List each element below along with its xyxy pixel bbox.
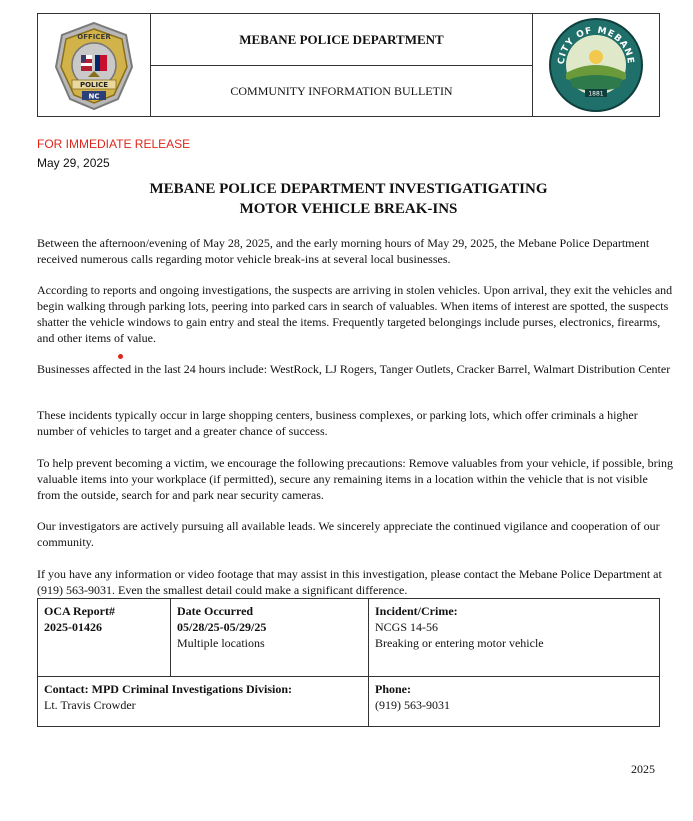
paragraph-7: If you have any information or video footage that may assist in this investigation, please contact the Mebane Police Department at (919) 563-9031. Even the smallest detail could make a significant difference. — [37, 567, 662, 597]
location-value: Multiple locations — [177, 636, 265, 650]
footer-year: 2025 — [631, 762, 655, 776]
bulletin-subtitle: COMMUNITY INFORMATION BULLETIN — [230, 83, 453, 98]
paragraph-6: Our investigators are actively pursuing all available leads. We sincerely appreciate the continued vigilance and cooperation of our community. — [37, 519, 660, 549]
date-cell — [171, 599, 369, 677]
police-badge-icon — [48, 19, 140, 111]
date-value: 05/28/25-05/29/25 — [177, 620, 267, 634]
oca-value: 2025-01426 — [44, 620, 102, 634]
release-date: May 29, 2025 — [37, 156, 110, 170]
paragraph-4: These incidents typically occur in large shopping centers, business complexes, or parking lots, which offer criminals a higher number of vehicles to target and a greater chance of success. — [37, 408, 638, 438]
incident-table — [37, 598, 660, 727]
incident-cell — [369, 599, 660, 677]
phone-label: Phone: — [375, 682, 411, 696]
department-title: MEBANE POLICE DEPARTMENT — [151, 14, 532, 66]
incident-table-row — [38, 599, 660, 677]
badge-state-text: NC — [88, 92, 100, 101]
contact-cell — [38, 677, 369, 727]
incident-code: NCGS 14-56 — [375, 620, 439, 634]
oca-cell — [38, 599, 171, 677]
contact-name: Lt. Travis Crowder — [44, 698, 136, 712]
paragraph-5: To help prevent becoming a victim, we encourage the following precautions: Remove valuables from your vehicle, if possible, bring valuable items into your workplace (if permitted), secure any remaining items in a location within the vehicle that is not visible from the outside, search for and park near security cameras. — [37, 456, 673, 502]
bulletin-header — [37, 13, 660, 117]
oca-label: OCA Report# — [44, 604, 115, 618]
incident-description: Breaking or entering motor vehicle — [375, 636, 544, 650]
paragraph-1: Between the afternoon/evening of May 28, 2025, and the early morning hours of May 29, 2025, the Mebane Police Department received numerous calls regarding motor vehicle break-ins at several local businesses. — [37, 236, 650, 266]
seal-year: 1881 — [588, 90, 604, 98]
seal-text: CITY OF MEBANE — [556, 25, 636, 65]
paragraph-3: Businesses affected in the last 24 hours include: WestRock, LJ Rogers, Tanger Outlets, Cracker Barrel, Walmart Distribution Center — [37, 362, 671, 376]
headline-line-2: MOTOR VEHICLE BREAK-INS — [239, 201, 458, 217]
paragraph-2: According to reports and ongoing investigations, the suspects are arriving in stolen vehicles. Upon arrival, they exit the vehicles and begin walking through parking lots, peering into parked cars in search of valuables. When items of interest are spotted, the suspects shatter the vehicle windows to gain entry and steal the items. Frequently targeted belongings include purses, electronics, firearms, and other items of value. — [37, 283, 673, 345]
phone-cell — [369, 677, 660, 727]
badge-top-text: OFFICER — [77, 33, 111, 41]
city-seal-cell — [532, 14, 659, 116]
red-marker-dot — [118, 354, 123, 359]
date-label: Date Occurred — [177, 604, 254, 618]
contact-label: Contact: MPD Criminal Investigations Division: — [44, 682, 292, 696]
phone-value: (919) 563-9031 — [375, 698, 450, 712]
badge-bottom-text: POLICE — [79, 81, 109, 89]
headline — [37, 179, 660, 219]
contact-table-row — [38, 677, 660, 727]
city-seal-icon — [548, 17, 644, 113]
release-label: FOR IMMEDIATE RELEASE — [37, 137, 191, 151]
headline-line-1: MEBANE POLICE DEPARTMENT INVESTIGATIGATING — [149, 181, 548, 197]
police-badge-cell — [38, 14, 151, 116]
incident-label: Incident/Crime: — [375, 604, 458, 618]
